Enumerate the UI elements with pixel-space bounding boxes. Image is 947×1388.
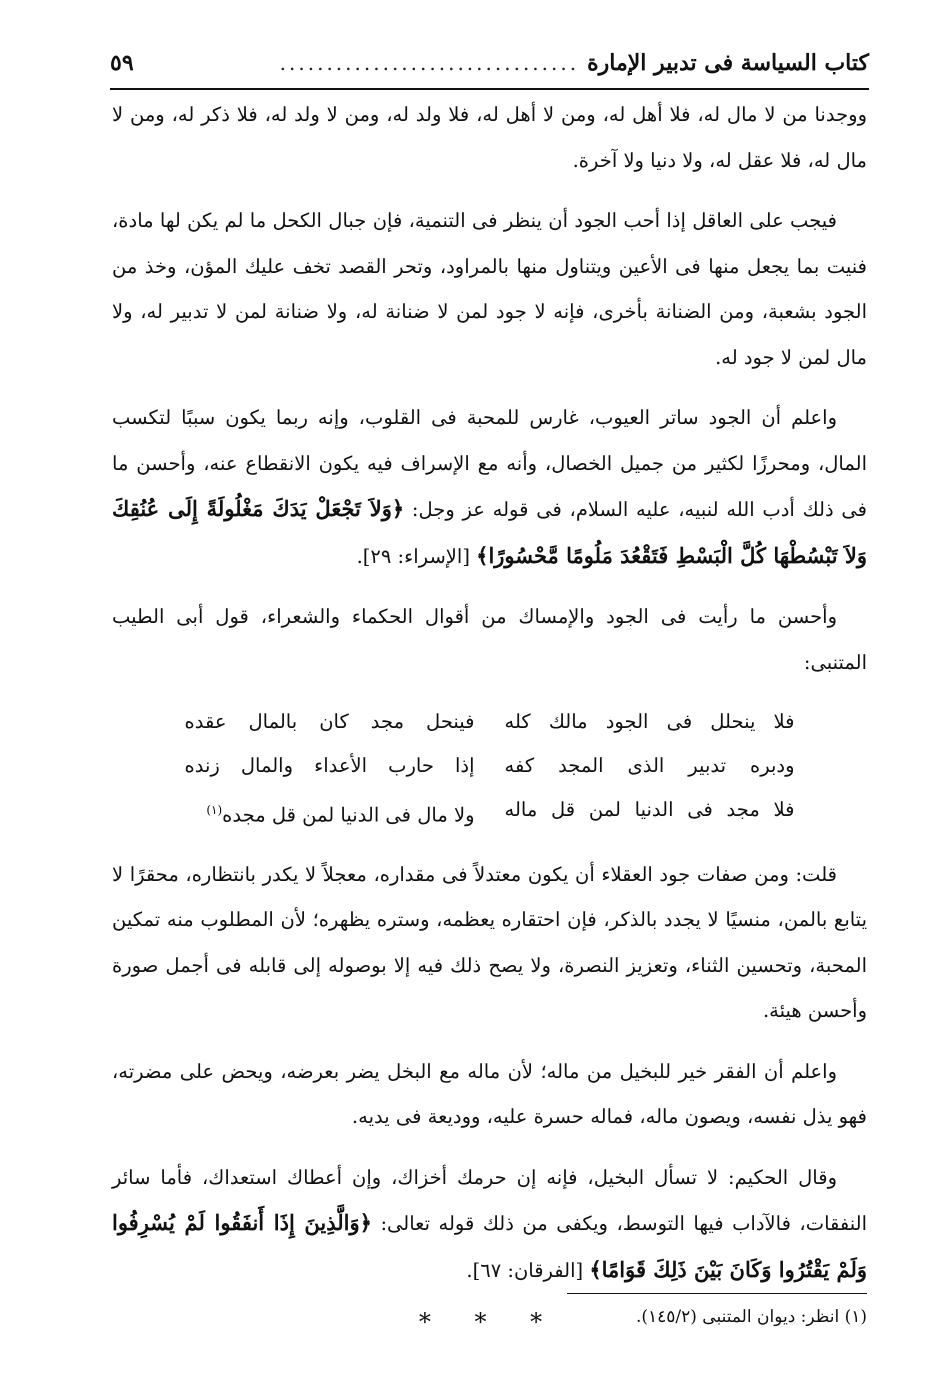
poem-first-hemistich: فلا ينحلل فى الجود مالك كله: [504, 710, 795, 733]
verse-reference-isra: [الإسراء: ٢٩].: [356, 544, 477, 568]
paragraph-5: قلت: ومن صفات جود العقلاء أن يكون معتدلاً فى مقداره، معجلاً لا يكدر بانتظاره، محقرًا لا يتابع بالمن، منسيًا لا يجدد بالذكر، فإن احتقاره يعظمه، وستره يظهره؛ لأن المطلوب منه تمكين المحبة، وتحسين الثناء، وتعزيز النصرة، ولا يصح ذلك فيه إلا بوصوله إلى قابله فى أجمل صورة وأحسن هيئة.: [112, 862, 867, 1022]
verse-reference-furqan: [الفرقان: ٦٧].: [466, 1258, 590, 1282]
poem-line: [185, 700, 795, 744]
paragraph-4: وأحسن ما رأيت فى الجود والإمساك من أقوال الحكماء والشعراء، قول أبى الطيب المتنبى:: [112, 605, 867, 674]
quran-verse-isra: ﴿وَلاَ تَجْعَلْ يَدَكَ مَغْلُولَةً إِلَى عُنُقِكَ وَلاَ تَبْسُطْهَا كُلَّ الْبَسْطِ فَتَقْعُدَ مَلُومًا مَّحْسُورًا﴾: [112, 496, 867, 568]
poem-line: [185, 788, 795, 838]
footnote-divider: [567, 1293, 867, 1294]
poem: [185, 700, 795, 838]
paragraph-7-text: وقال الحكيم: لا تسأل البخيل، فإنه إن حرمك أخزاك، وإن أعطاك استعداك، فأما سائر النفقات، فالآداب فيها التوسط، ويكفى من ذلك قوله تعالى:: [112, 1165, 867, 1235]
page-header: [110, 38, 869, 90]
paragraph-3-text: واعلم أن الجود ساتر العيوب، غارس للمحبة فى القلوب، وإنه ربما يكون سببًا لتكسب المال، ومحرزًا لكثير من جميل الخصال، وأنه مع الإسراف فيه يكون الانقطاع عنه، وأحسن ما فى ذلك أدب الله لنبيه، عليه السلام، فى قوله عز وجل:: [112, 406, 867, 521]
paragraph-3: [112, 395, 867, 579]
footnote: (١) انظر: ديوان المتنبى (١٤٥/٢).: [635, 1307, 867, 1327]
footnote-marker[interactable]: (١): [206, 803, 223, 817]
paragraph-2: فيجب على العاقل إذا أحب الجود أن ينظر فى التنمية، فإن جبال الكحل ما لم يكن لها مادة، فنيت بما يجعل منها فى الأعين ويتناول منها بالمراود، وتحر القصد تخف عليك المؤن، وخذ من الجود بشعبة، ومن الضنانة بأخرى، فإنه لا جود لمن لا ضنانة له، ولا ضنانة لمن لا تدبير له، ولا مال لمن لا جود له.: [112, 209, 867, 369]
poem-first-hemistich: فلا مجد فى الدنيا لمن قل ماله: [504, 798, 795, 821]
quran-verse-furqan: ﴿وَالَّذِينَ إِذَا أَنفَقُوا لَمْ يُسْرِفُوا وَلَمْ يَقْتُرُوا وَكَانَ بَيْنَ ذَلِكَ قَوَامًا﴾: [112, 1210, 867, 1282]
poem-first-hemistich: ودبره تدبير الذى المجد كفه: [504, 754, 795, 777]
paragraph-6: واعلم أن الفقر خير للبخيل من ماله؛ لأن ماله مع البخل يضر بعرضه، ويحض على مضرته، فهو يذل نفسه، ويصون ماله، فماله حسرة عليه، ووديعة فى يديه.: [112, 1059, 867, 1128]
poem-second-hemistich: فينحل مجد كان بالمال عقده: [184, 710, 475, 733]
page-number: ٥٩: [110, 50, 134, 76]
paragraph-7: [112, 1155, 867, 1294]
leader-dots: ................................: [279, 51, 580, 75]
poem-line: [185, 744, 795, 788]
paragraph-1: ووجدنا من لا مال له، فلا أهل له، ومن لا أهل له، فلا ولد له، ومن لا ولد له، فلا ذكر له، ومن لا مال له، فلا عقل له، ولا دنيا ولا آخرة.: [112, 103, 867, 172]
section-separator: * * *: [418, 1308, 561, 1336]
poem-hemistich-text: ولا مال فى الدنيا لمن قل مجده: [222, 803, 475, 827]
page-body: [112, 92, 867, 1336]
poem-second-hemistich: [185, 788, 475, 838]
running-title: كتاب السياسة فى تدبير الإمارة: [587, 50, 869, 76]
poem-second-hemistich: إذا حارب الأعداء والمال زنده: [184, 754, 475, 777]
